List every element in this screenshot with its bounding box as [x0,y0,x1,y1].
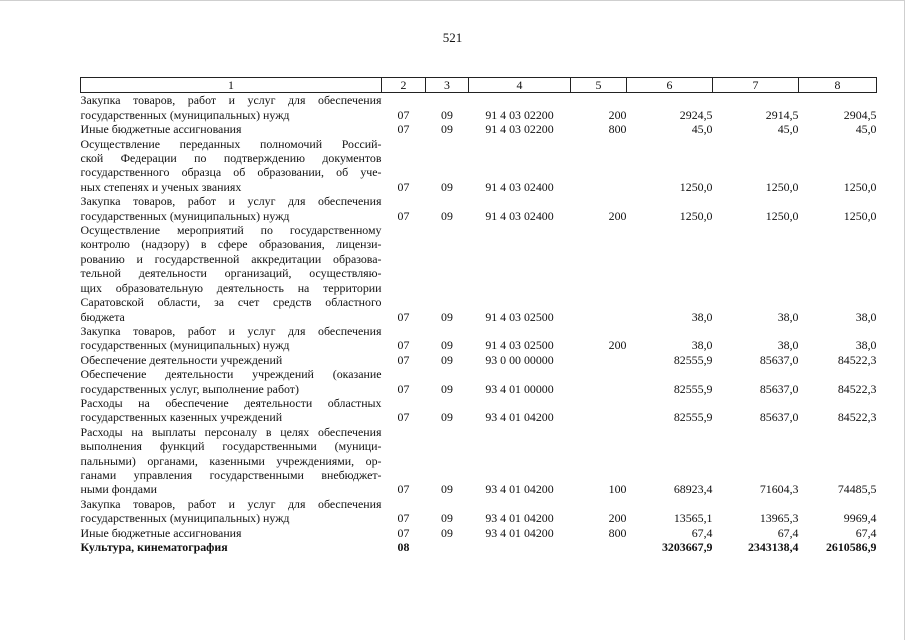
table-row [81,324,877,353]
amount-col8: 45,0 [855,122,877,137]
amount-col7: 1250,0 [765,208,799,223]
expense-type-code: 800 [608,525,627,540]
expense-type-code [571,137,627,195]
amount-col7: 2914,5 [765,107,799,122]
subsection-code: 09 [441,309,453,324]
amount-col7: 2343138,4 [747,540,799,554]
amount-col6: 82555,9 [673,381,713,396]
description-line: Расходы на выплаты персоналу в целях обеспечения [80,424,382,439]
description-line: рованию и государственной аккредитации образова- [80,251,382,266]
amount-col7: 85637,0 [759,381,799,396]
table-row [81,497,877,526]
expense-type-code [571,540,627,554]
subsection-code: 09 [441,107,453,122]
amount-col7: 85637,0 [759,352,799,367]
subsection-code: 09 [441,381,453,396]
description-line: Саратовской области, за счет средств областного [80,295,382,310]
subsection-code: 09 [441,511,453,526]
amount-col6: 1250,0 [679,179,713,194]
amount-col7: 13965,3 [759,511,799,526]
amount-col7: 1250,0 [765,179,799,194]
row-description [81,223,382,324]
amount-col8: 38,0 [855,338,877,353]
amount-col6: 38,0 [691,309,713,324]
target-article-code: 91 4 03 02400 [485,179,554,194]
expense-type-code [571,396,627,425]
target-article-code: 91 4 03 02500 [485,338,554,353]
description-line: государственных (муниципальных) нужд [80,107,290,122]
description-line: Закупка товаров, работ и услуг для обеспечения [80,496,382,511]
amount-col6: 82555,9 [673,352,713,367]
row-description [81,194,382,223]
subsection-code: 09 [441,179,453,194]
amount-col8: 74485,5 [837,482,877,497]
table-row [81,367,877,396]
section-code: 07 [397,352,410,367]
amount-col8: 84522,3 [837,352,877,367]
target-article-code: 93 0 00 00000 [485,352,554,367]
description-line: Закупка товаров, работ и услуг для обеспечения [80,93,382,108]
expense-type-code [571,353,627,367]
section-code: 07 [397,511,410,526]
section-code: 07 [397,122,410,137]
amount-col8: 67,4 [855,525,877,540]
description-line: Культура, кинематография [80,540,228,554]
table-row [81,526,877,540]
target-article-code: 93 4 01 04200 [485,410,554,425]
row-description [81,353,382,367]
amount-col7: 38,0 [777,338,799,353]
amount-col8: 38,0 [855,309,877,324]
row-description [81,367,382,396]
row-description [81,137,382,195]
header-cell: 5 [571,78,627,93]
subsection-code: 09 [441,122,453,137]
subsection-code [426,540,469,554]
section-code: 07 [397,410,410,425]
description-line: Осуществление мероприятий по государственному [80,223,382,238]
amount-col6: 13565,1 [673,511,713,526]
table-row [81,122,877,136]
description-line: Закупка товаров, работ и услуг для обеспечения [80,194,382,209]
header-cell: 3 [426,78,469,93]
row-description [81,396,382,425]
row-description [81,93,382,122]
description-line: Обеспечение деятельности учреждений (оказание [80,367,382,382]
row-description [81,324,382,353]
target-article-code: 93 4 01 00000 [485,381,554,396]
description-line: контролю (надзору) в сфере образования, лицензи- [80,237,382,252]
amount-col8: 2610586,9 [825,540,877,554]
section-code: 07 [397,338,410,353]
row-description [81,122,382,136]
page-number: 521 [442,30,463,45]
expense-type-code: 100 [608,482,627,497]
description-line: Расходы на обеспечение деятельности областных [80,395,382,410]
amount-col6: 3203667,9 [661,540,713,554]
budget-table [80,77,877,554]
amount-col6: 82555,9 [673,410,713,425]
expense-type-code: 200 [608,338,627,353]
amount-col8: 84522,3 [837,410,877,425]
section-code: 07 [397,309,410,324]
description-line: бюджета [80,309,125,324]
target-article-code: 93 4 01 04200 [485,511,554,526]
description-line: щих образовательную деятельность на территории [80,280,382,295]
expense-type-code: 800 [608,122,627,137]
section-code: 07 [397,179,410,194]
subsection-code: 09 [441,208,453,223]
subsection-code: 09 [441,338,453,353]
description-line: государственных услуг, выполнение работ) [80,381,299,396]
amount-col8: 1250,0 [843,208,877,223]
table-row [81,223,877,324]
section-code: 07 [397,525,410,540]
description-line: Осуществление переданных полномочий Россий- [80,136,382,151]
target-article-code [469,540,571,554]
header-cell: 4 [469,78,571,93]
description-line: Иные бюджетные ассигнования [80,122,242,137]
description-line: государственных (муниципальных) нужд [80,338,290,353]
target-article-code: 93 4 01 04200 [485,482,554,497]
amount-col6: 2924,5 [679,107,713,122]
target-article-code: 91 4 03 02400 [485,208,554,223]
section-code: 07 [397,208,410,223]
amount-col7: 71604,3 [759,482,799,497]
amount-col8: 9969,4 [843,511,877,526]
row-description [81,497,382,526]
subsection-code: 09 [441,482,453,497]
expense-type-code: 200 [608,511,627,526]
row-description [81,540,382,554]
header-cell: 6 [627,78,713,93]
description-line: государственных казенных учреждений [80,410,283,425]
header-cell: 8 [799,78,877,93]
amount-col7: 45,0 [777,122,799,137]
description-line: ганами управления государственными внебюджет- [80,467,382,482]
description-line: выполнения функций государственными (муници- [80,439,382,454]
amount-col6: 45,0 [691,122,713,137]
amount-col6: 1250,0 [679,208,713,223]
target-article-code: 93 4 01 04200 [485,525,554,540]
description-line: тельной деятельности организаций, осуществляю- [80,266,382,281]
target-article-code: 91 4 03 02200 [485,107,554,122]
table-row [81,396,877,425]
description-line: пальными) органами, казенными учреждениями, ор- [80,453,382,468]
header-cell: 2 [382,78,426,93]
expense-type-code [571,367,627,396]
header-cell: 7 [713,78,799,93]
table-row [81,353,877,367]
header-row [81,78,877,93]
amount-col8: 84522,3 [837,381,877,396]
amount-col7: 38,0 [777,309,799,324]
section-code: 07 [397,381,410,396]
amount-col6: 68923,4 [673,482,713,497]
table-row [81,194,877,223]
table-row [81,93,877,122]
amount-col8: 2904,5 [843,107,877,122]
header-cell: 1 [81,78,382,93]
section-code: 08 [397,540,410,554]
target-article-code: 91 4 03 02500 [485,309,554,324]
description-line: ской Федерации по подтверждению документов [80,151,382,166]
amount-col8: 1250,0 [843,179,877,194]
table-row [81,137,877,195]
subsection-code: 09 [441,352,453,367]
subsection-code: 09 [441,525,453,540]
section-code: 07 [397,482,410,497]
table-row [81,425,877,497]
description-line: государственного образца об образовании, об уче- [80,165,382,180]
description-line: Закупка товаров, работ и услуг для обеспечения [80,323,382,338]
amount-col7: 67,4 [777,525,799,540]
description-line: Обеспечение деятельности учреждений [80,352,283,367]
description-line: ными фондами [80,482,157,497]
amount-col6: 38,0 [691,338,713,353]
amount-col7: 85637,0 [759,410,799,425]
description-line: Иные бюджетные ассигнования [80,525,242,540]
section-code: 07 [397,107,410,122]
expense-type-code [571,223,627,324]
description-line: государственных (муниципальных) нужд [80,208,290,223]
description-line: государственных (муниципальных) нужд [80,511,290,526]
expense-type-code: 200 [608,208,627,223]
subsection-code: 09 [441,410,453,425]
description-line: ных степенях и ученых званиях [80,179,242,194]
row-description [81,425,382,497]
table-body [81,93,877,555]
target-article-code: 91 4 03 02200 [485,122,554,137]
row-description [81,526,382,540]
page-edge-top [0,0,905,1]
expense-type-code: 200 [608,107,627,122]
table-row [81,540,877,554]
amount-col6: 67,4 [691,525,713,540]
